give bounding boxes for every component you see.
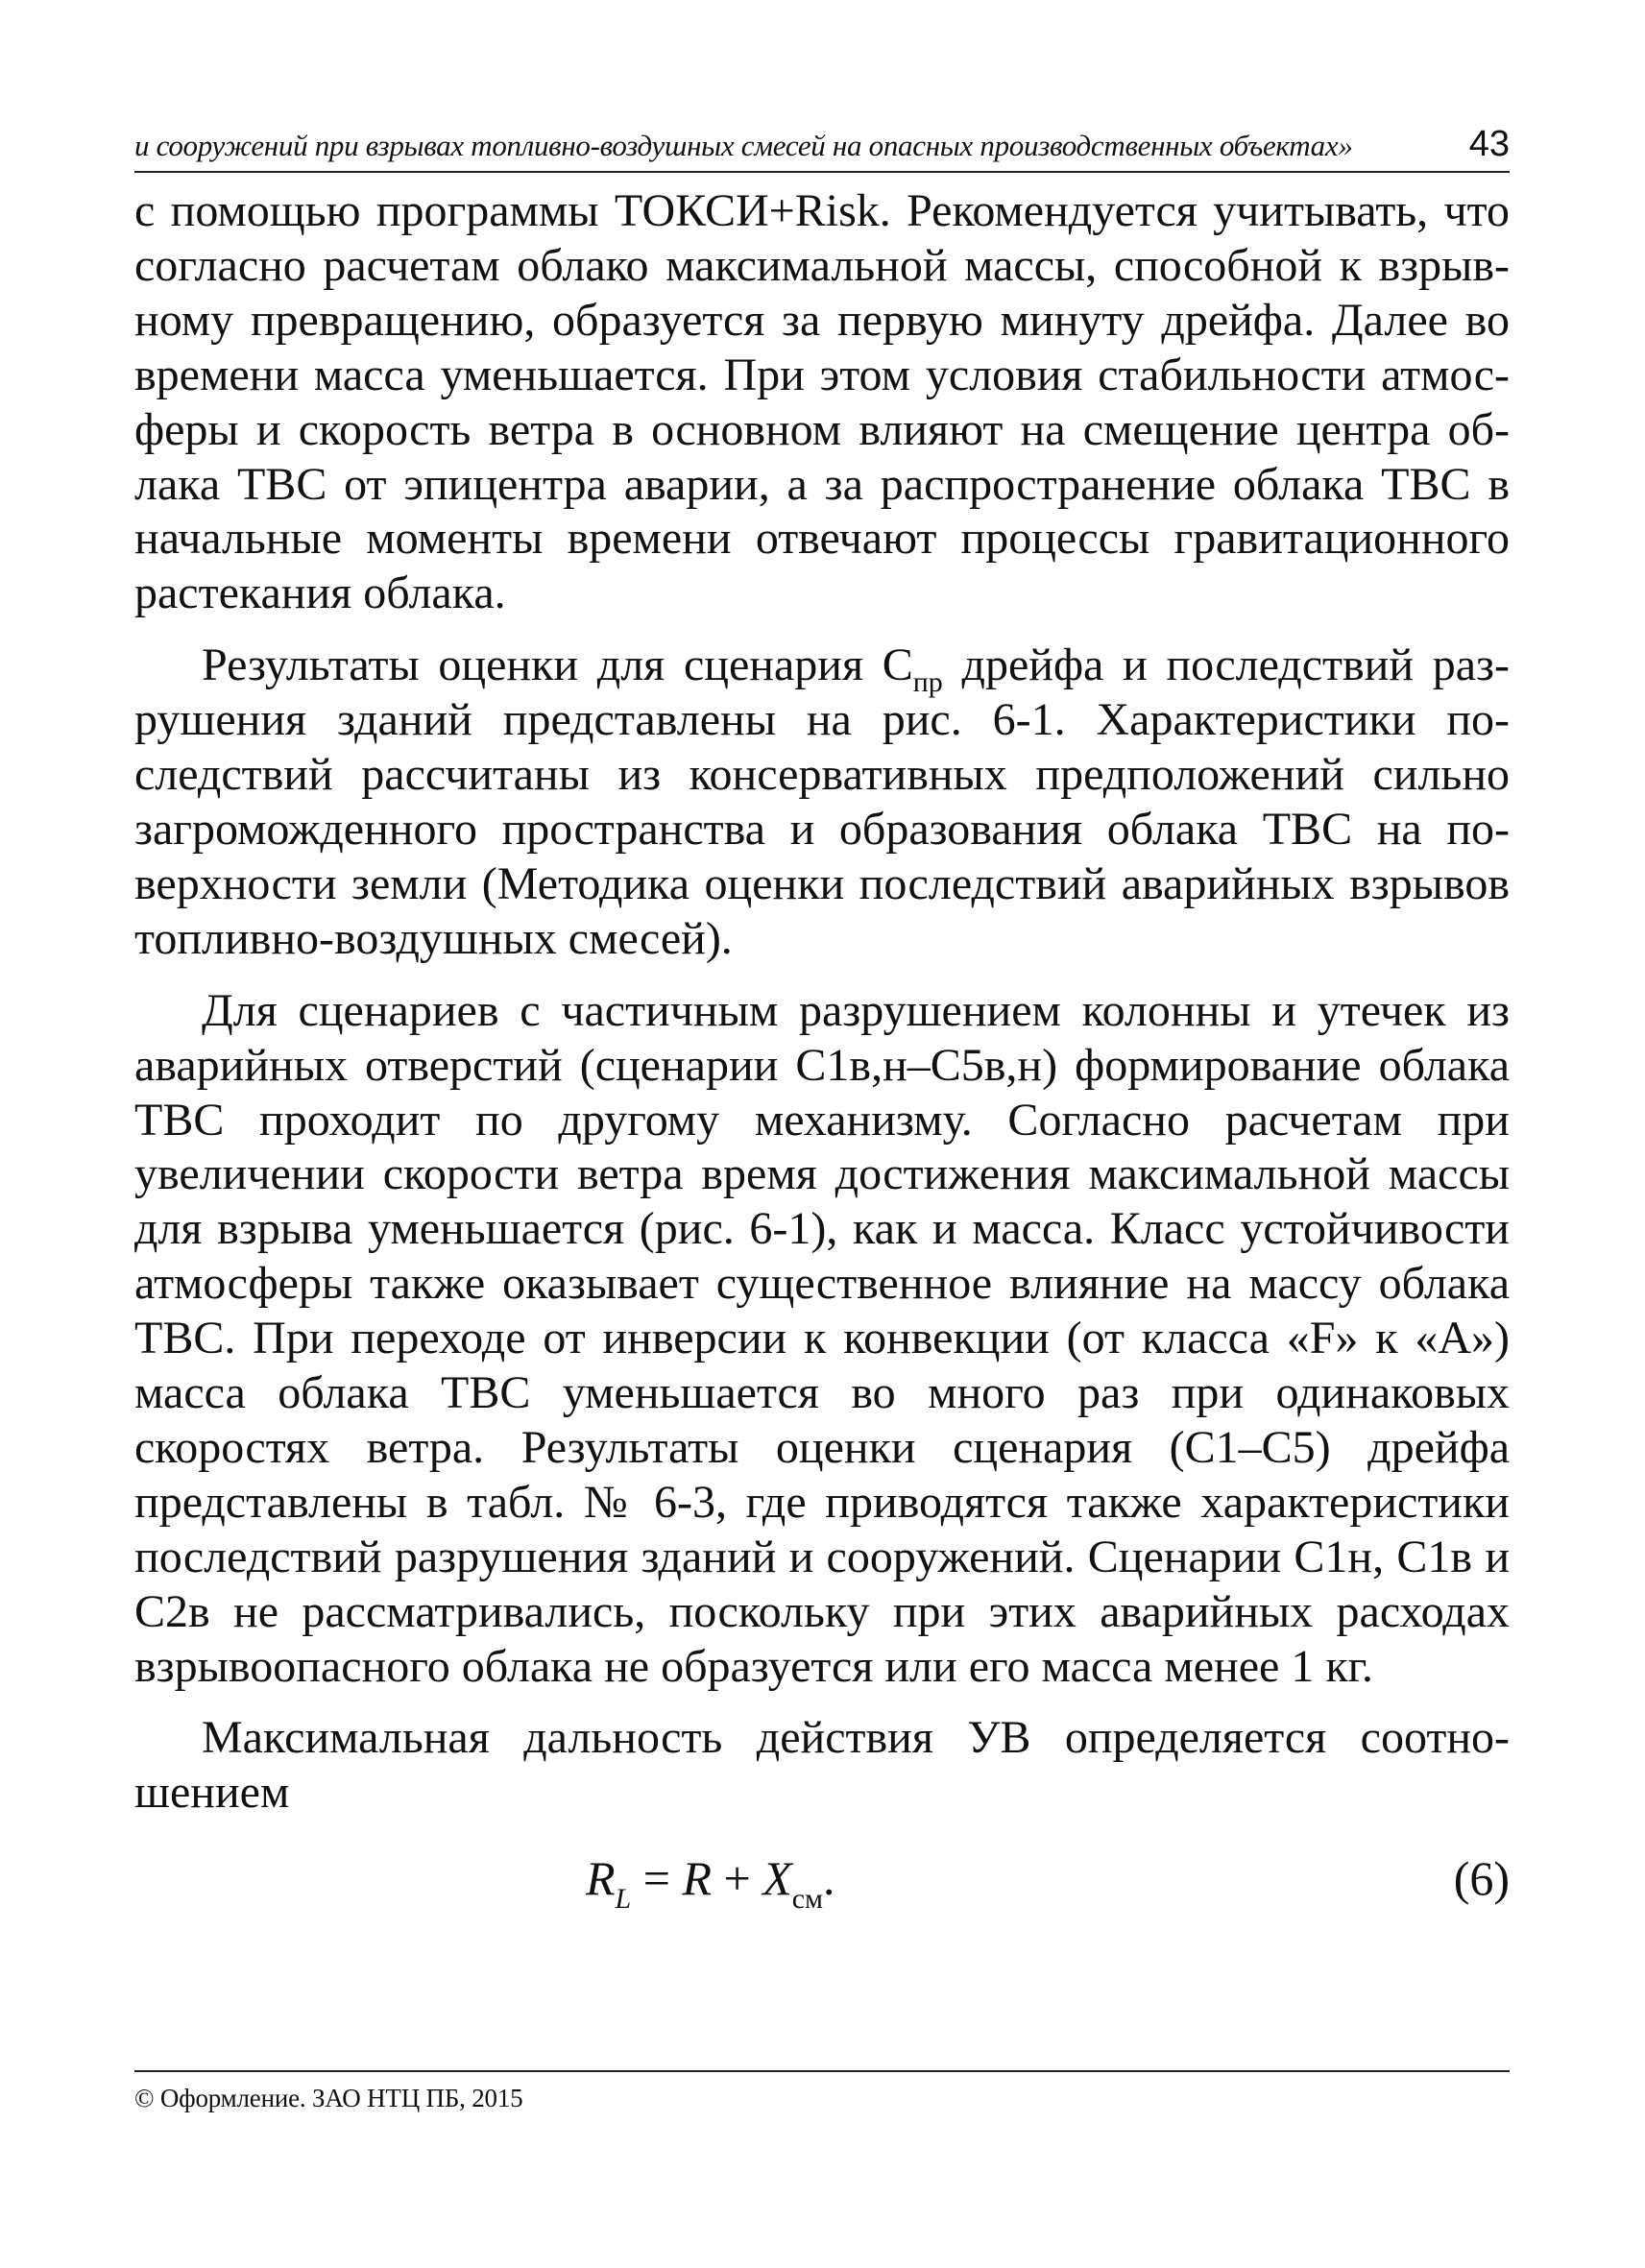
paragraph-2-rest: дрейфа и последствий разрушения зданий представлены на рис. 6-1. Характеристики последствий рассчитаны из консервативных предположений сильно загроможденного пространства и образования облака ТВС на поверхности земли (Методика оценки последствий аварийных взрывов топливно-воздушных смесей). — [134, 639, 1510, 964]
document-page — [134, 113, 1510, 2226]
formula-plus: + — [711, 1851, 763, 1906]
formula-lhs-sub: L — [615, 1883, 632, 1916]
body-text — [134, 184, 1510, 1924]
scenario-subscript: пр — [912, 666, 943, 699]
paragraph-2-start: Результаты оценки для сценария С — [202, 639, 913, 691]
running-header — [134, 113, 1510, 173]
formula-rhs-var2: X — [762, 1851, 792, 1906]
paragraph-3: Для сценариев с частичным разрушением колонны и утечек из аварийных отверстий (сценарии С1в,н–С5в,н) формирование облака ТВС проходит по другому механизму. Согласно расчетам при увеличении скорости ветра время достижения максимальной массы для взрыва уменьшается (рис. 6-1), как и масса. Класс устойчивости атмосферы также оказывает существенное влияние на массу облака ТВС. При переходе от инверсии к конвекции (от класса «F» к «А») масса облака ТВС уменьшается во много раз при одинаковых скоростях ветра. Результаты оценки сценария (С1–С5) дрейфа представлены в табл. № 6-3, где приводятся также характеристики последствий разрушения зданий и сооружений. Сценарии С1н, С1в и С2в не рассматривались, поскольку при этих аварийных расходах взрывоопасного облака не образуется или его масса менее 1 кг. — [134, 984, 1510, 1692]
paragraph-2 — [134, 639, 1510, 966]
formula-lhs-var: R — [586, 1851, 616, 1906]
formula-equals: = — [631, 1851, 683, 1906]
paragraph-4: Максимальная дальность действия УВ определяется соотношением — [134, 1712, 1510, 1819]
formula — [586, 1851, 835, 1916]
formula-number: (6) — [1453, 1851, 1510, 1906]
formula-rhs-sub: см — [791, 1883, 824, 1916]
paragraph-1: с помощью программы ТОКСИ+Risk. Рекомендуется учитывать, что согласно расчетам облако максимальной массы, способной к взрывному превращению, образуется за первую минуту дрейфа. Далее во времени масса уменьшается. При этом условия стабильности атмосферы и скорость ветра в основном влияют на смещение центра облака ТВС от эпицентра аварии, а за распространение облака ТВС в начальные моменты времени отвечают процессы гравитационного растекания облака. — [134, 185, 1510, 619]
formula-line — [134, 1838, 1510, 1924]
footer-rule — [134, 2070, 1510, 2072]
formula-rhs-var1: R — [682, 1851, 712, 1906]
footer-copyright: © Оформление. ЗАО НТЦ ПБ, 2015 — [134, 2084, 523, 2112]
formula-end: . — [823, 1851, 835, 1906]
page-number: 43 — [1468, 124, 1510, 164]
header-title: и сооружений при взрывах топливно-воздушных смесей на опасных производственных объектах» — [134, 129, 1353, 162]
